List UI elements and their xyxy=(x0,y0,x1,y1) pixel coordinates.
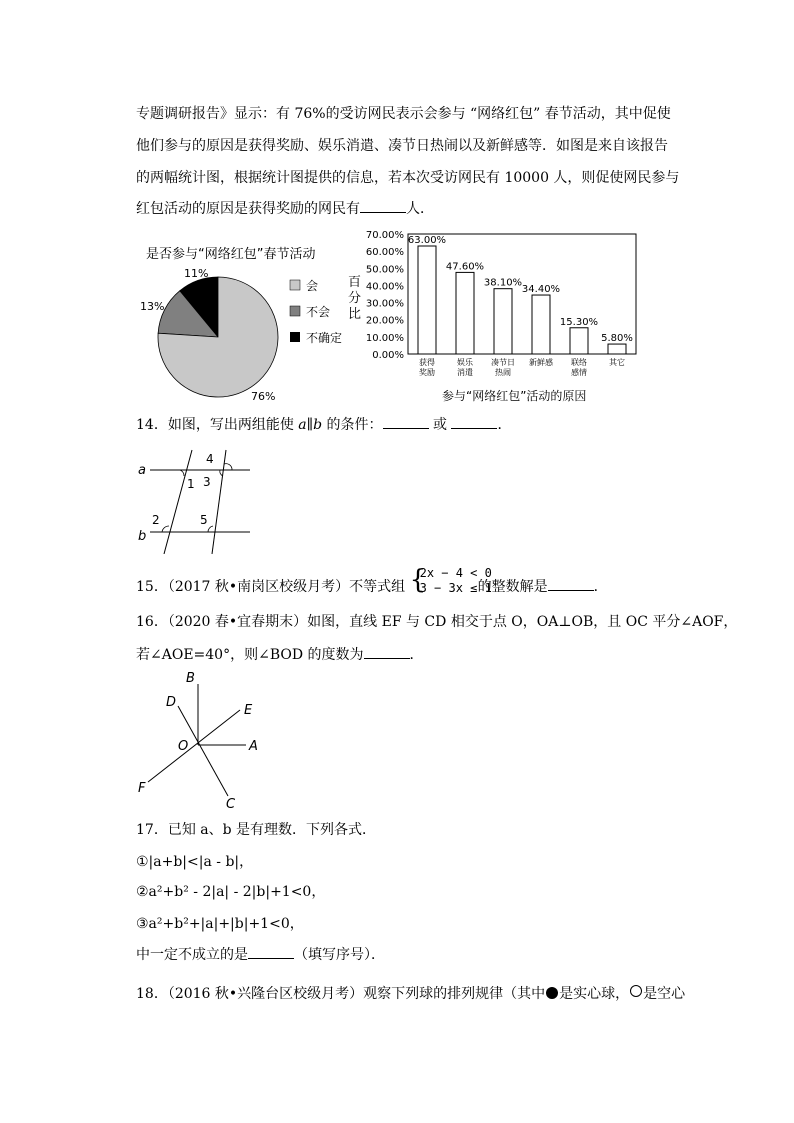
bar-category-0-1: 奖励 xyxy=(419,368,435,377)
q17-blank[interactable] xyxy=(248,944,294,959)
bar-category-1-1: 消遣 xyxy=(457,368,473,377)
q15-brace: { xyxy=(409,565,427,595)
solid-ball-icon xyxy=(546,987,558,999)
point-E: E xyxy=(244,703,253,718)
q18-prefix: 18．（2016 秋•兴隆台区校级月考）观察下列球的排列规律（其中 xyxy=(136,986,546,1002)
bar-1 xyxy=(456,272,474,354)
bar-data-label-4: 15.30% xyxy=(559,316,599,328)
bar-ytick-6: 60.00% xyxy=(365,247,404,259)
bar-3 xyxy=(532,295,550,354)
label-3: 3 xyxy=(203,475,211,489)
point-F: F xyxy=(138,781,146,796)
angle-arc-5 xyxy=(208,526,213,532)
bar-category-3-0: 新鲜感 xyxy=(529,358,553,367)
q16-end: ． xyxy=(409,647,424,663)
bar-category-4-1: 感情 xyxy=(571,368,587,377)
bar-2 xyxy=(494,289,512,354)
label-a: a xyxy=(138,463,146,478)
label-4: 4 xyxy=(206,452,214,466)
bar-ytick-4: 40.00% xyxy=(365,281,404,293)
bar-category-0-0: 获得 xyxy=(419,358,435,367)
point-A: A xyxy=(249,739,258,754)
q17-answer-text: 中一定不成立的是 xyxy=(136,947,248,963)
bar-data-label-1: 47.60% xyxy=(445,261,485,273)
q16-blank[interactable] xyxy=(364,644,410,659)
point-D: D xyxy=(166,695,177,710)
q15-suffix: 的整数解是 xyxy=(477,579,548,595)
q14-suffix: 的条件： xyxy=(326,417,383,433)
pie-label-13: 13% xyxy=(140,300,165,313)
line-EF xyxy=(148,710,240,782)
bar-ytick-7: 70.00% xyxy=(365,230,404,241)
legend-swatch-buhui xyxy=(290,306,300,316)
point-B: B xyxy=(186,671,195,686)
q14-figure xyxy=(132,448,262,554)
q16-line-2-text: 若∠AOE=40°，则∠BOD 的度数为 xyxy=(136,647,364,663)
q17-answer-end: （填写序号）． xyxy=(294,947,385,963)
intro-line-1: 专题调研报告》显示：有 76%的受访网民表示会参与 “网络红包” 春节活动，其中促使 xyxy=(136,106,671,122)
point-C: C xyxy=(226,797,236,810)
q16-line-2 xyxy=(136,644,424,665)
label-1: 1 xyxy=(187,477,195,491)
q15-stem xyxy=(136,565,608,597)
bar-ytick-5: 50.00% xyxy=(365,264,404,276)
q15-blank[interactable] xyxy=(548,576,594,591)
bar-data-label-5: 5.80% xyxy=(601,333,633,345)
q14-end: ． xyxy=(497,417,512,433)
q14-stem xyxy=(136,414,511,435)
q14-or: 或 xyxy=(432,417,447,433)
pie-chart xyxy=(136,240,366,410)
label-2: 2 xyxy=(152,513,160,527)
q17-item-2: ②a²+b² - 2|a| - 2|b|+1<0， xyxy=(136,884,326,900)
q16-figure xyxy=(130,668,270,810)
bar-ytick-3: 30.00% xyxy=(365,298,404,310)
pie-label-11: 11% xyxy=(184,267,209,280)
transversal-right xyxy=(212,450,226,554)
bar-ytick-0: 0.00% xyxy=(372,350,404,361)
angle-arc-2 xyxy=(162,526,169,532)
bar-4 xyxy=(570,328,588,354)
q17-stem: 17．已知 a、b 是有理数．下列各式． xyxy=(136,822,377,838)
q15-ineq-1: 2x − 4 < 0 xyxy=(419,566,492,580)
intro-line-4-text: 红包活动的原因是获得奖励的网民有 xyxy=(136,201,360,217)
pie-label-76: 76% xyxy=(251,390,276,403)
q14-blank-2[interactable] xyxy=(451,414,497,429)
bar-5 xyxy=(608,344,626,354)
angle-arc-4 xyxy=(224,464,232,470)
label-b: b xyxy=(138,529,147,544)
q15-prefix: 15．（2017 秋•南岗区校级月考）不等式组 xyxy=(136,579,406,595)
bar-0 xyxy=(418,246,436,354)
transversal-left xyxy=(164,450,192,554)
bar-category-4-0: 联络 xyxy=(571,358,587,367)
bar-category-2-0: 凑节日 xyxy=(491,358,515,367)
intro-line-4-end: 人． xyxy=(406,201,434,217)
bar-xlabel: 参与“网络红包”活动的原因 xyxy=(442,389,587,403)
legend-label-hui: 会 xyxy=(306,279,319,293)
label-5: 5 xyxy=(200,513,208,527)
q17-item-1: ①|a+b|<|a - b|， xyxy=(136,854,254,870)
legend-swatch-buqueding xyxy=(290,332,300,342)
bar-chart xyxy=(340,226,640,406)
q18-solid-text: 是实心球， xyxy=(559,986,630,1002)
q17-item-3: ③a²+b²+|a|+|b|+1<0， xyxy=(136,916,304,932)
bar-category-1-0: 娱乐 xyxy=(457,358,473,367)
bar-ylabel-1: 百 xyxy=(348,275,362,290)
hollow-ball-icon xyxy=(630,985,642,997)
legend-label-buqueding: 不确定 xyxy=(306,331,343,345)
q15-end: ． xyxy=(593,579,608,595)
bar-ylabel-3: 比 xyxy=(348,307,362,322)
q17-answer-line xyxy=(136,944,385,965)
pie-title: 是否参与“网络红包”春节活动 xyxy=(146,247,316,262)
point-O: O xyxy=(178,739,189,754)
bar-data-label-2: 38.10% xyxy=(483,277,523,289)
bar-ylabel-2: 分 xyxy=(348,291,362,306)
bar-ytick-1: 10.00% xyxy=(365,332,404,344)
bar-category-5-0: 其它 xyxy=(609,358,625,367)
q18-stem xyxy=(136,984,685,1004)
legend-swatch-hui xyxy=(290,280,300,290)
intro-line-2: 他们参与的原因是获得奖励、娱乐消遣、凑节日热闹以及新鲜感等．如图是来自该报告 xyxy=(136,138,668,154)
q14-blank-1[interactable] xyxy=(383,414,429,429)
q18-hollow-text: 是空心 xyxy=(643,986,686,1002)
bar-category-2-1: 热闹 xyxy=(495,368,511,377)
answer-blank[interactable] xyxy=(360,198,406,213)
q14-prefix: 14．如图，写出两组能使 xyxy=(136,417,294,433)
q16-line-1: 16．（2020 春•宜春期末）如图，直线 EF 与 CD 相交于点 O，OA⊥OB，且 OC 平分∠AOF， xyxy=(136,614,738,630)
legend-label-buhui: 不会 xyxy=(306,305,331,319)
q14-var-b: b xyxy=(313,417,323,433)
angle-arc-1 xyxy=(180,470,184,476)
bar-data-label-0: 63.00% xyxy=(407,235,447,246)
q15-ineq-2: 3 − 3x ≤ 1 xyxy=(419,581,492,595)
q14-parallel: ∥ xyxy=(306,417,314,433)
bar-ytick-2: 20.00% xyxy=(365,315,404,327)
q14-var-a: a xyxy=(298,417,307,433)
q15-system xyxy=(409,565,492,596)
intro-line-4 xyxy=(136,198,434,219)
bar-data-label-3: 34.40% xyxy=(521,284,561,296)
intro-line-3: 的两幅统计图，根据统计图提供的信息，若本次受访网民有 10000 人，则促使网民参与 xyxy=(136,170,680,186)
